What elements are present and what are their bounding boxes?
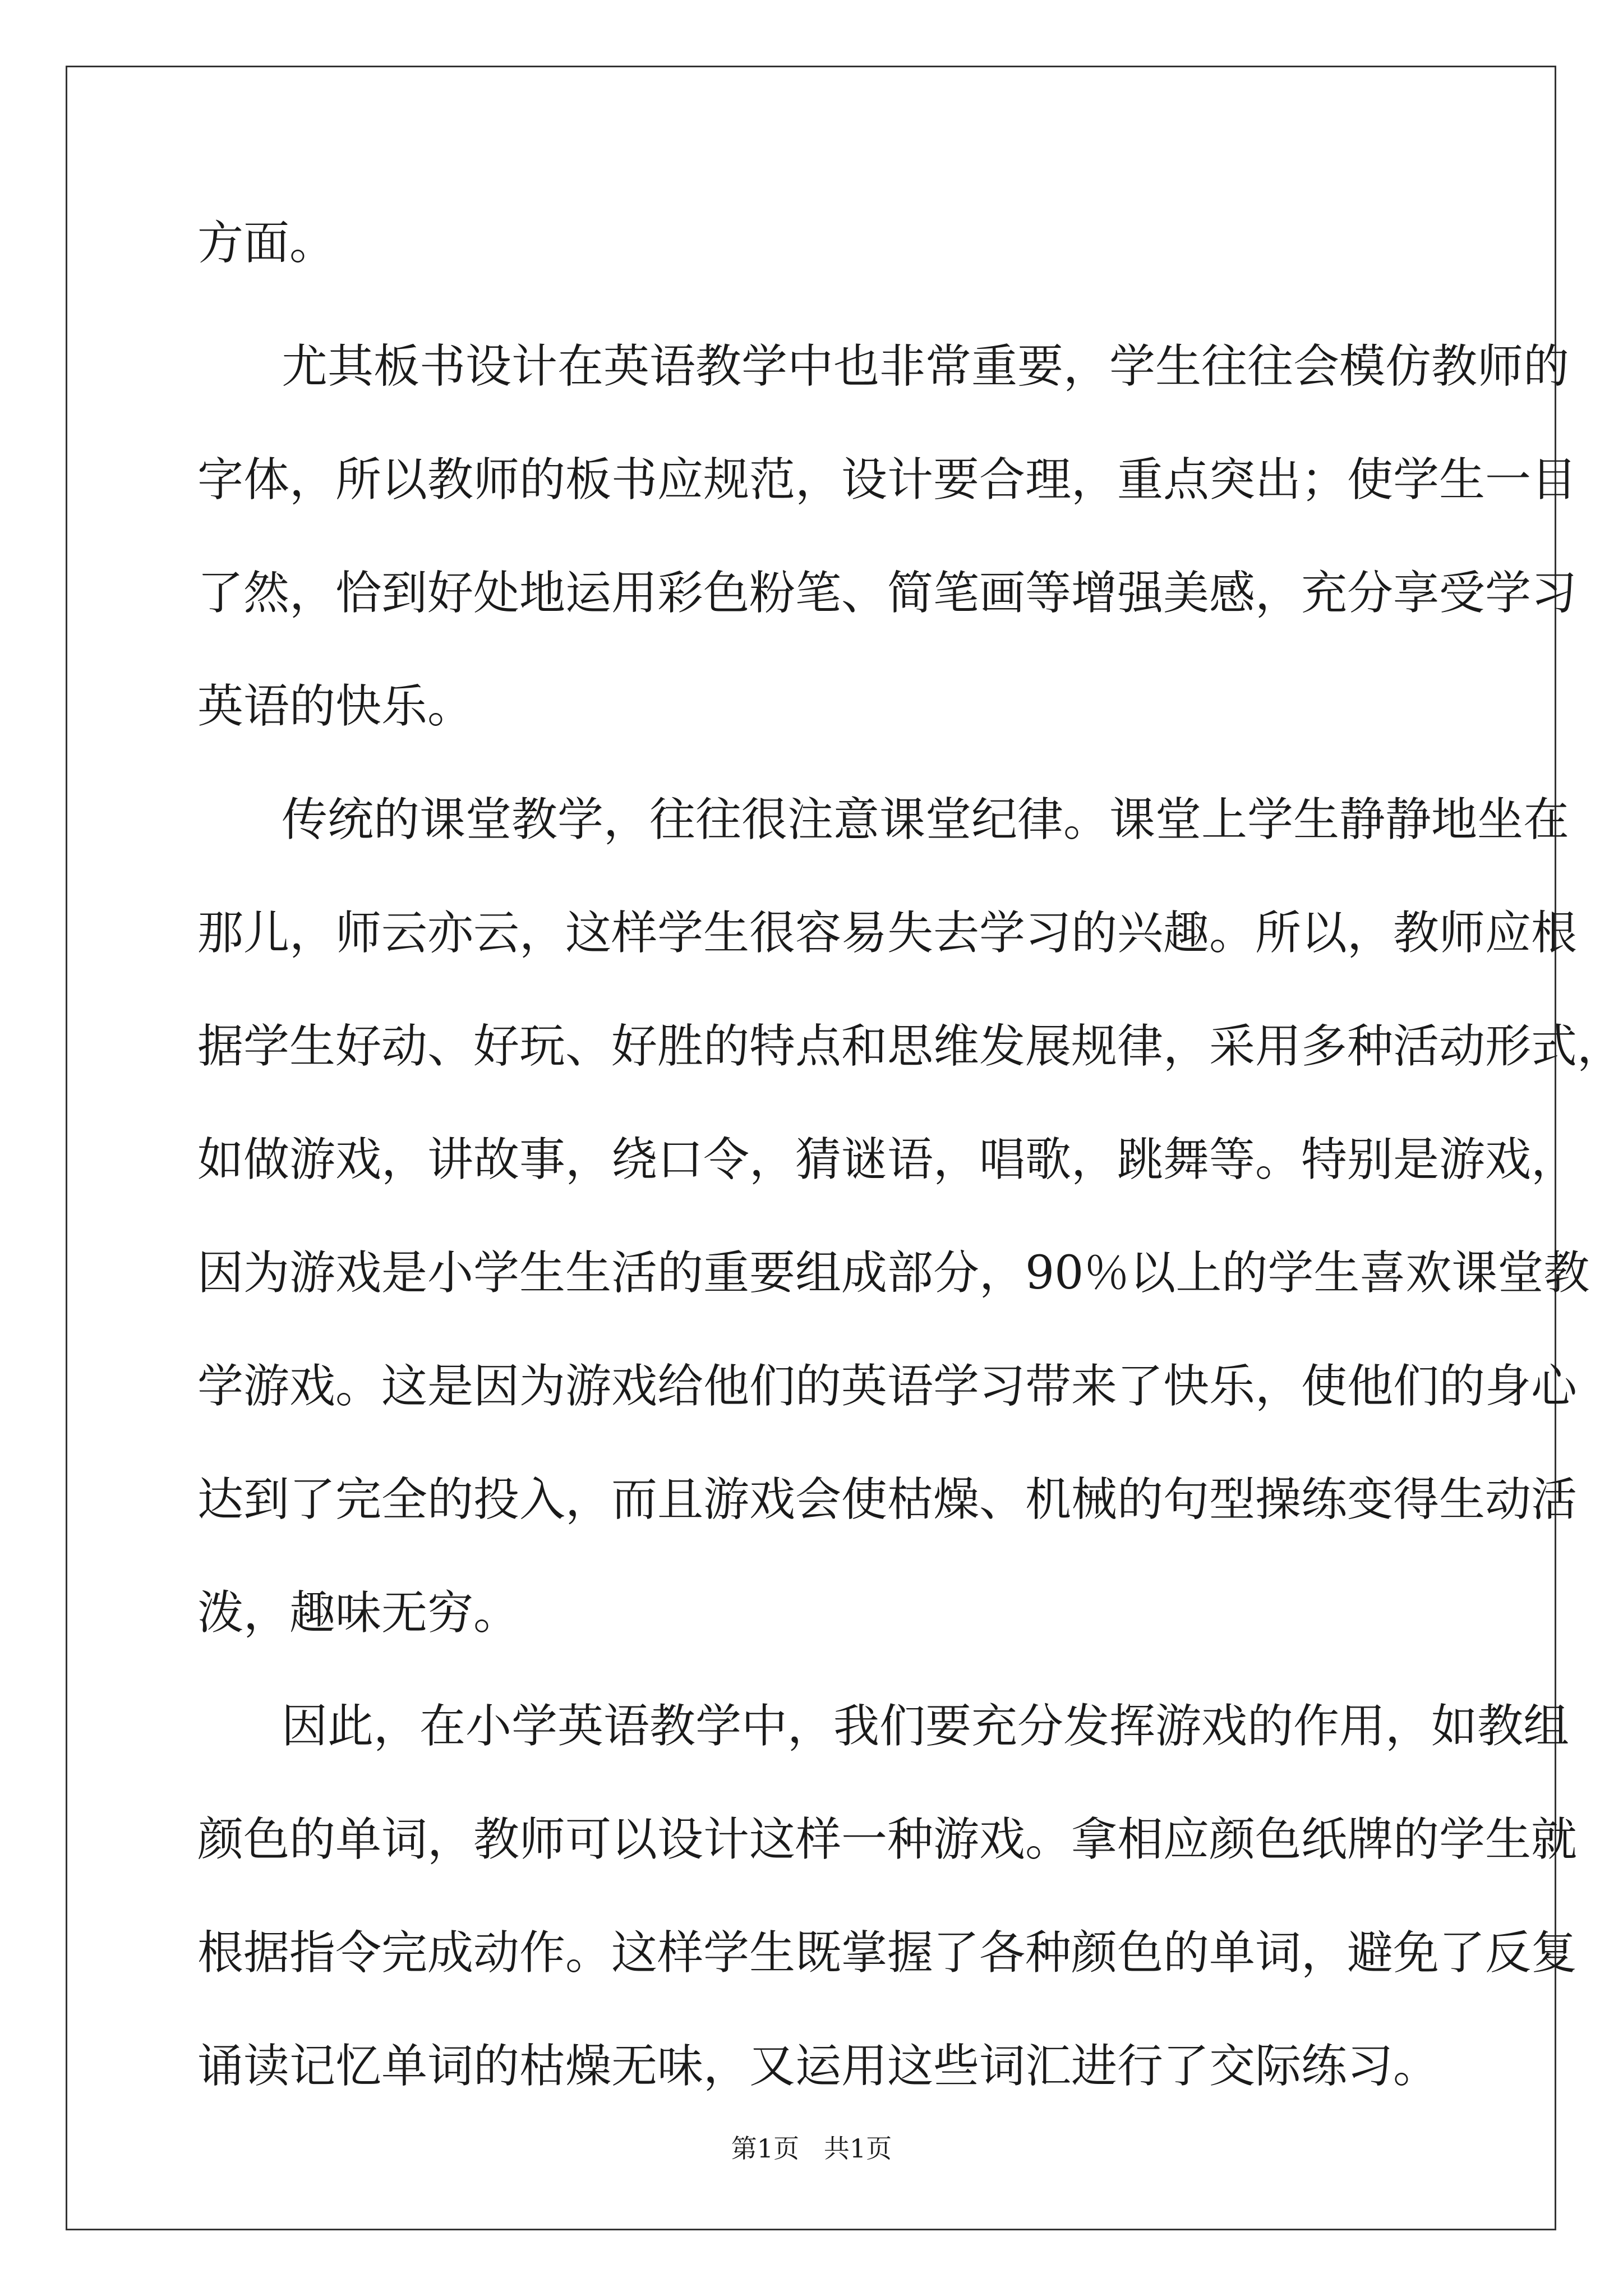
text-line: 根据指令完成动作。这样学生既掌握了各种颜色的单词，避免了反复 <box>197 1926 1578 1980</box>
text-line: 据学生好动、好玩、好胜的特点和思维发展规律，采用多种活动形式， <box>197 1020 1623 1073</box>
text-line: 方面。 <box>197 217 336 270</box>
text-line: 传统的课堂教学，往往很注意课堂纪律。课堂上学生静静地坐在 <box>282 793 1570 846</box>
text-line: 尤其板书设计在英语教学中也非常重要，学生往往会模仿教师的 <box>282 340 1570 393</box>
text-line: 如做游戏，讲故事，绕口令，猜谜语，唱歌，跳舞等。特别是游戏， <box>197 1133 1578 1186</box>
text-line: 达到了完全的投入，而且游戏会使枯燥、机械的句型操练变得生动活 <box>197 1473 1578 1526</box>
text-line: 因此，在小学英语教学中，我们要充分发挥游戏的作用，如教组 <box>282 1700 1570 1753</box>
text-line: 英语的快乐。 <box>197 680 474 733</box>
text-line: 诵读记忆单词的枯燥无味，又运用这些词汇进行了交际练习。 <box>197 2040 1440 2093</box>
text-line: 字体，所以教师的板书应规范，设计要合理，重点突出；使学生一目 <box>197 453 1578 507</box>
text-line: 因为游戏是小学生生活的重要组成部分，90％以上的学生喜欢课堂教 <box>197 1246 1590 1300</box>
text-line: 那儿，师云亦云，这样学生很容易失去学习的兴趣。所以，教师应根 <box>197 907 1578 960</box>
text-line: 了然，恰到好处地运用彩色粉笔、简笔画等增强美感，充分享受学习 <box>197 567 1578 620</box>
text-line: 颜色的单词，教师可以设计这样一种游戏。拿相应颜色纸牌的学生就 <box>197 1813 1578 1866</box>
text-line: 泼，趣味无穷。 <box>197 1586 520 1640</box>
page-footer: 第1页 共1页 <box>731 2133 892 2164</box>
text-line: 学游戏。这是因为游戏给他们的英语学习带来了快乐，使他们的身心 <box>197 1360 1578 1413</box>
